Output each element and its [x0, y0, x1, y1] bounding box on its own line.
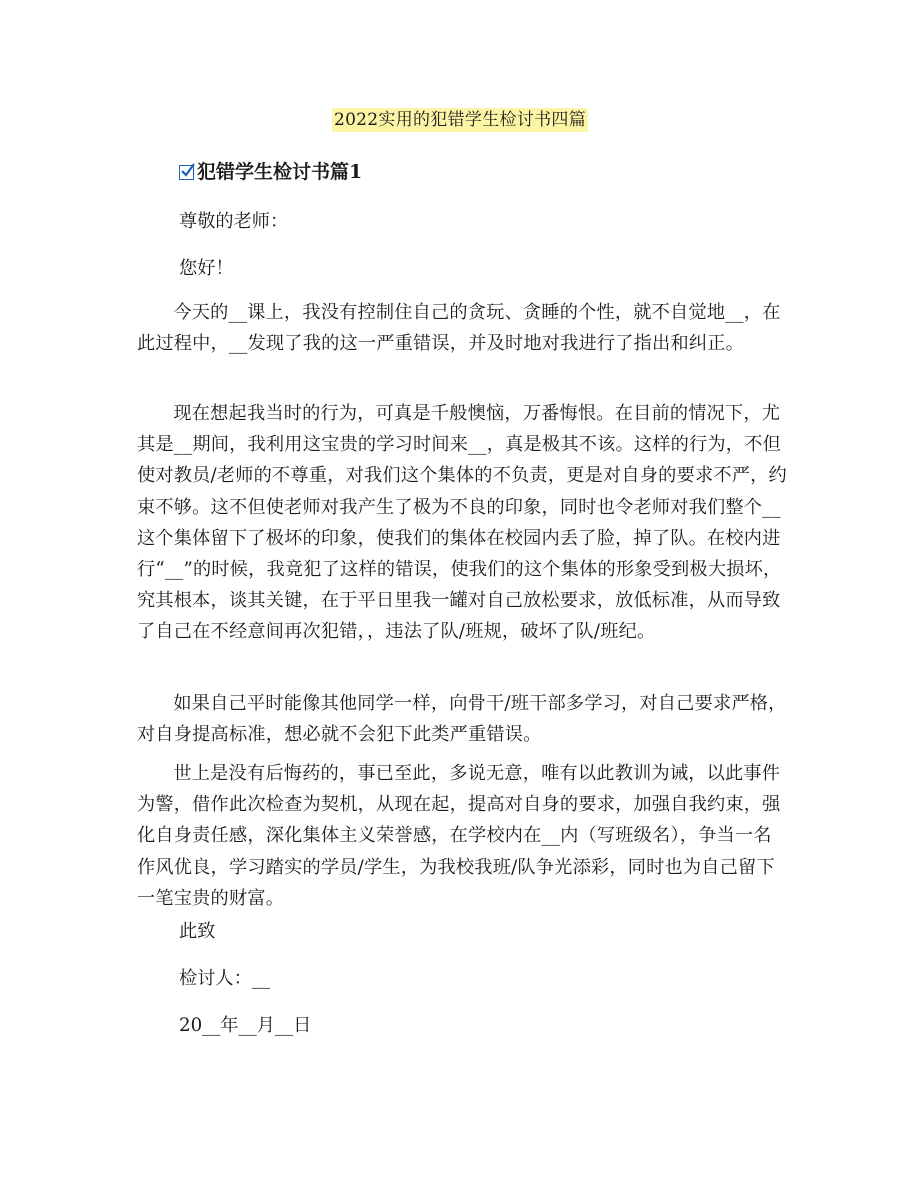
paragraph-2 — [137, 398, 787, 648]
document-title: 2022实用的犯错学生检讨书四篇 — [333, 110, 587, 130]
greeting: 您好！ — [179, 258, 234, 279]
closing: 此致 — [179, 921, 216, 942]
paragraph-text: 现在想起我当时的行为，可真是千般懊恼，万番悔恨。在目前的情况下，尤其是__期间，我利用这宝贵的学习时间来__，真是极其不该。这样的行为，不但使对教员/老师的不尊重，对我们这个集体的不负责，更是对自身的要求不严，约束不够。这不但使老师对我产生了极为不良的印象，同时也令老师对我们整个__这个集体留下了极坏的印象，使我们的集体在校园内丢了脸，掉了队。在校内进行“__”的时候，我竟犯了这样的错误，使我们的这个集体的形象受到极大损坏，究其根本，谈其关键，在于平日里我一罐对自己放松要求，放低标准，从而导致了自己在不经意间再次犯错，，违法了队/班规，破坏了队/班纪。 — [137, 403, 787, 643]
date: 20__年__月__日 — [179, 1015, 312, 1036]
paragraph-4 — [137, 758, 787, 914]
title-container — [0, 108, 920, 132]
section-heading-text: 犯错学生检讨书篇1 — [197, 161, 363, 183]
salutation: 尊敬的老师： — [179, 211, 289, 232]
paragraph-text: 如果自己平时能像其他同学一样，向骨干/班干部多学习，对自己要求严格，对自身提高标准，想必就不会犯下此类严重错误。 — [137, 693, 787, 746]
paragraph-text: 世上是没有后悔药的，事已至此，多说无意，唯有以此教训为诫，以此事件为警，借作此次检查为契机，从现在起，提高对自身的要求，加强自我约束，强化自身责任感，深化集体主义荣誉感，在学校内在__内（写班级名），争当一名作风优良，学习踏实的学员/学生，为我校我班/队争光添彩，同时也为自己留下一笔宝贵的财富。 — [137, 763, 781, 909]
paragraph-text: 今天的__课上，我没有控制住自己的贪玩、贪睡的个性，就不自觉地__，在此过程中，__发现了我的这一严重错误，并及时地对我进行了指出和纠正。 — [137, 302, 781, 355]
section-heading — [179, 159, 362, 185]
checkbox-icon — [179, 165, 194, 180]
paragraph-3 — [137, 688, 787, 750]
signer: 检讨人：__ — [179, 968, 270, 989]
paragraph-1 — [137, 297, 787, 359]
